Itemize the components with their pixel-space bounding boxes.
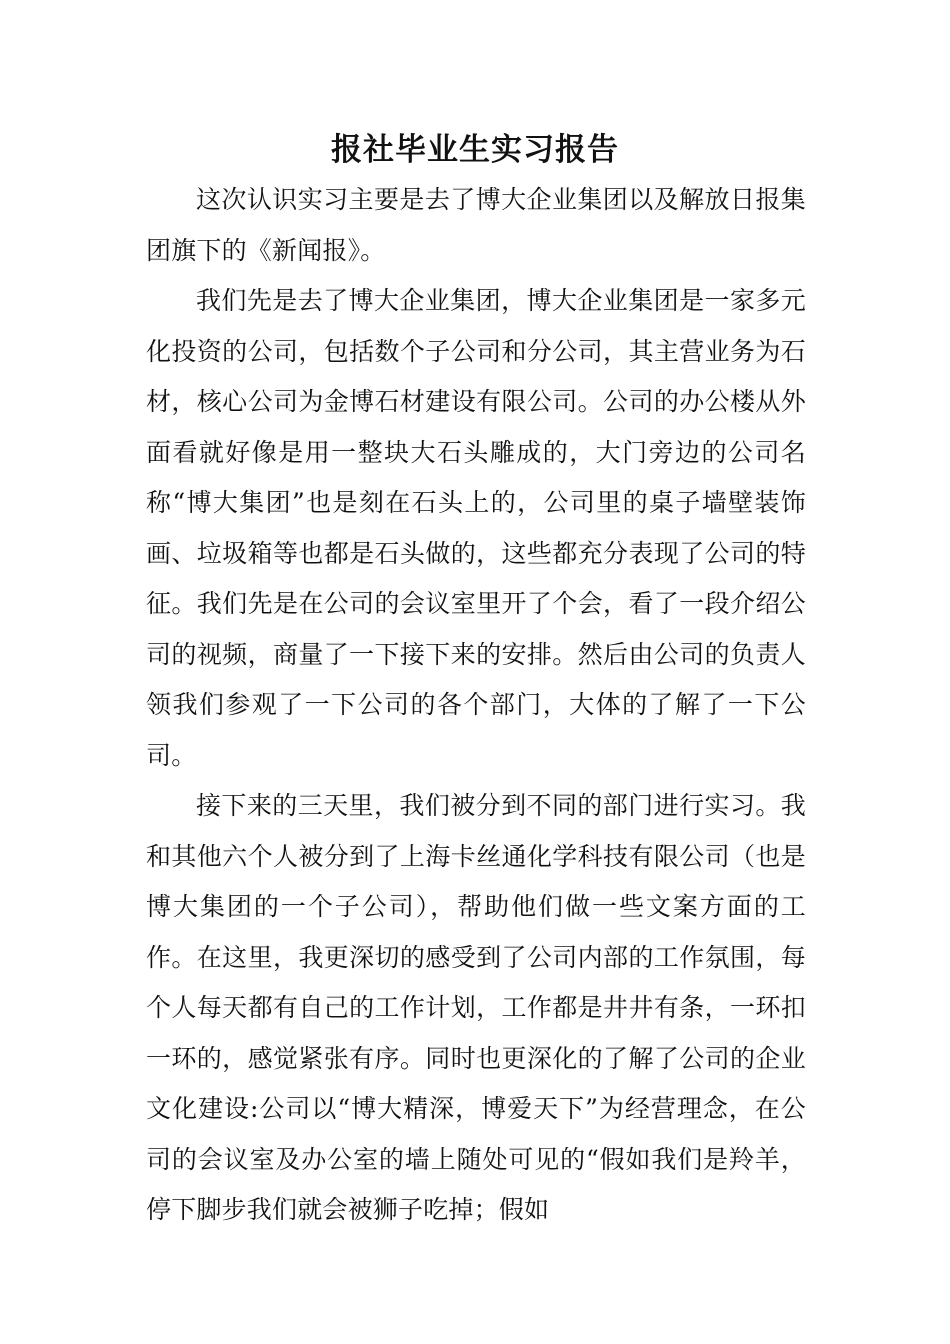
document-title: 报社毕业生实习报告 bbox=[331, 132, 619, 168]
paragraph-intro: 这次认识实习主要是去了博大企业集团以及解放日报集团旗下的《新闻报》。 bbox=[146, 185, 806, 265]
paragraph-boda-group: 我们先是去了博大企业集团，博大企业集团是一家多元化投资的公司，包括数个子公司和分公司，其主营业务为石材，核心公司为金博石材建设有限公司。公司的办公楼从外面看就好像是用一整块大石头雕成的，大门旁边的公司名称“博大集团”也是刻在石头上的，公司里的桌子墙壁装饰画、垃圾箱等也都是石头做的，这些都充分表现了公司的特征。我们先是在公司的会议室里开了个会，看了一段介绍公司的视频，商量了一下接下来的安排。然后由公司的负责人领我们参观了一下公司的各个部门，大体的了解了一下公司。 bbox=[146, 286, 806, 770]
paragraph-internship-work: 接下来的三天里，我们被分到不同的部门进行实习。我和其他六个人被分到了上海卡丝通化学科技有限公司（也是博大集团的一个子公司），帮助他们做一些文案方面的工作。在这里，我更深切的感受到了公司内部的工作氛围，每个人每天都有自己的工作计划，工作都是井井有条，一环扣一环的，感觉紧张有序。同时也更深化的了解了公司的企业文化建设:公司以“博大精深，博爱天下”为经营理念，在公司的会议室及办公室的墙上随处可见的“假如我们是羚羊，停下脚步我们就会被狮子吃掉；假如 bbox=[146, 791, 806, 1224]
document-body bbox=[146, 175, 806, 1236]
